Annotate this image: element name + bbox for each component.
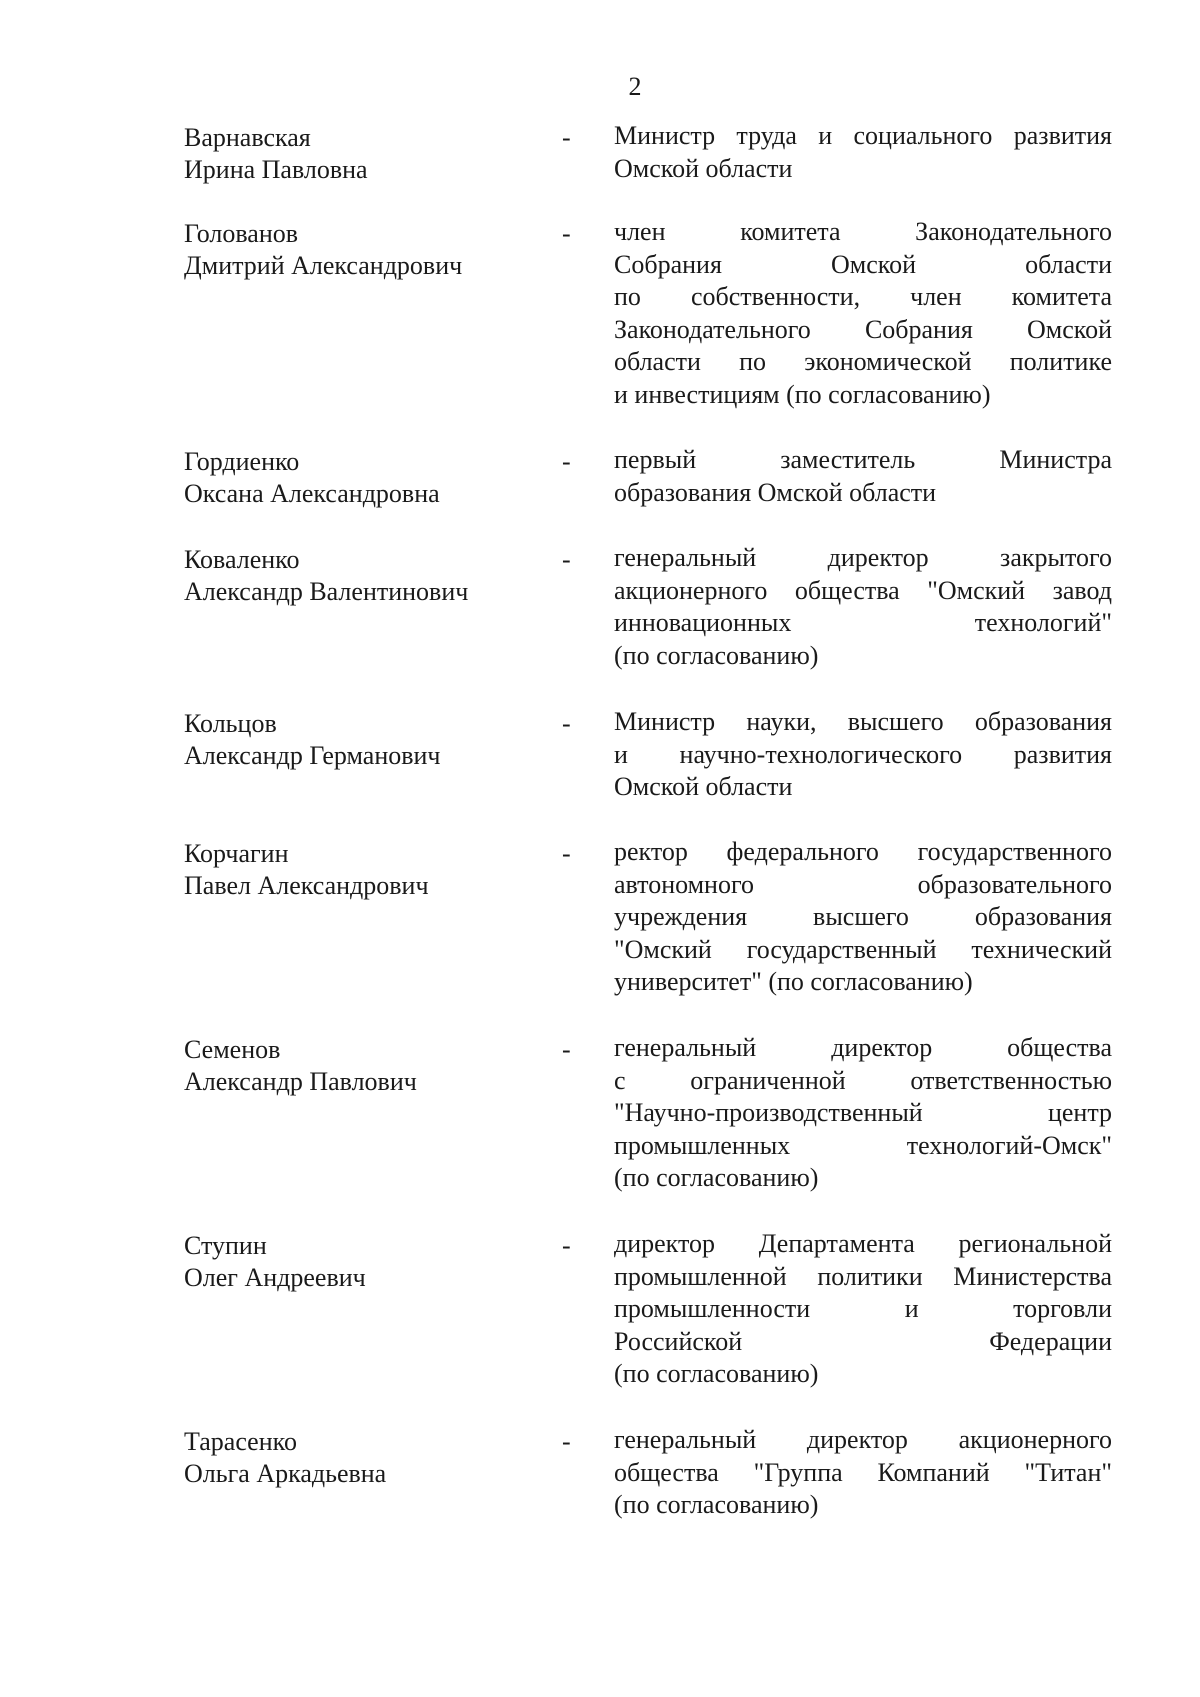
member-given-names: Ирина Павловна bbox=[184, 155, 368, 184]
member-given-names: Александр Валентинович bbox=[184, 577, 469, 606]
role-line: Российской Федерации bbox=[614, 1326, 1112, 1356]
member-name bbox=[184, 544, 564, 608]
role-line: (по согласованию) bbox=[614, 1163, 819, 1192]
member-role bbox=[614, 706, 1112, 804]
member-name bbox=[184, 1426, 564, 1490]
role-line: Омской области bbox=[614, 772, 793, 801]
member-role bbox=[614, 1228, 1112, 1391]
role-line: "Научно-производственный центр bbox=[614, 1098, 1112, 1127]
dash-separator: - bbox=[562, 545, 571, 574]
member-name bbox=[184, 708, 564, 772]
role-line: инновационных технологий" bbox=[614, 608, 1112, 637]
role-line: промышленности и торговли bbox=[614, 1294, 1112, 1323]
member-surname: Ступин bbox=[184, 1231, 267, 1260]
member-given-names: Ольга Аркадьевна bbox=[184, 1459, 387, 1488]
role-line: образования Омской области bbox=[614, 477, 937, 507]
member-role bbox=[614, 1424, 1112, 1522]
member-surname: Коваленко bbox=[184, 545, 300, 574]
role-line: ректор федерального государственного bbox=[614, 837, 1112, 866]
member-surname: Семенов bbox=[184, 1035, 281, 1064]
role-line: общества "Группа Компаний "Титан" bbox=[614, 1457, 1112, 1487]
member-role bbox=[614, 444, 1112, 509]
role-line: Собрания Омской области bbox=[614, 249, 1112, 279]
role-line: и инвестициям (по согласованию) bbox=[614, 379, 991, 409]
member-name bbox=[184, 122, 564, 186]
role-line: Министр труда и социального развития bbox=[614, 121, 1112, 150]
dash-separator: - bbox=[562, 123, 571, 152]
role-line: Омской области bbox=[614, 153, 793, 183]
member-name bbox=[184, 1230, 564, 1294]
member-surname: Голованов bbox=[184, 219, 299, 248]
role-line: автономного образовательного bbox=[614, 869, 1112, 899]
member-given-names: Олег Андреевич bbox=[184, 1263, 366, 1292]
role-line: промышленной политики Министерства bbox=[614, 1261, 1112, 1291]
role-line: университет" (по согласованию) bbox=[614, 967, 973, 996]
role-line: (по согласованию) bbox=[614, 640, 819, 670]
member-surname: Гордиенко bbox=[184, 447, 300, 476]
member-surname: Кольцов bbox=[184, 709, 277, 738]
role-line: акционерного общества "Омский завод bbox=[614, 575, 1112, 605]
role-line: генеральный директор общества bbox=[614, 1033, 1112, 1062]
role-line: директор Департамента региональной bbox=[614, 1229, 1112, 1258]
member-surname: Корчагин bbox=[184, 839, 289, 868]
dash-separator: - bbox=[562, 447, 571, 476]
role-line: Законодательного Собрания Омской bbox=[614, 314, 1112, 344]
member-role bbox=[614, 216, 1112, 411]
member-name bbox=[184, 838, 564, 902]
dash-separator: - bbox=[562, 709, 571, 738]
role-line: (по согласованию) bbox=[614, 1490, 819, 1519]
role-line: генеральный директор закрытого bbox=[614, 543, 1112, 572]
role-line: по собственности, член комитета bbox=[614, 282, 1112, 311]
dash-separator: - bbox=[562, 1427, 571, 1456]
role-line: промышленных технологий-Омск" bbox=[614, 1130, 1112, 1160]
role-line: генеральный директор акционерного bbox=[614, 1425, 1112, 1454]
member-role bbox=[614, 542, 1112, 672]
member-given-names: Александр Германович bbox=[184, 741, 441, 770]
member-role bbox=[614, 1032, 1112, 1195]
role-line: "Омский государственный технический bbox=[614, 934, 1112, 964]
dash-separator: - bbox=[562, 219, 571, 248]
member-name bbox=[184, 446, 564, 510]
role-line: учреждения высшего образования bbox=[614, 902, 1112, 931]
role-line: с ограниченной ответственностью bbox=[614, 1065, 1112, 1095]
member-role bbox=[614, 836, 1112, 999]
role-line: области по экономической политике bbox=[614, 347, 1112, 376]
role-line: член комитета Законодательного bbox=[614, 217, 1112, 246]
member-given-names: Павел Александрович bbox=[184, 871, 429, 900]
role-line: Министр науки, высшего образования bbox=[614, 707, 1112, 736]
dash-separator: - bbox=[562, 839, 571, 868]
member-surname: Варнавская bbox=[184, 123, 311, 152]
page-number: 2 bbox=[628, 72, 642, 101]
member-name bbox=[184, 1034, 564, 1098]
role-line: первый заместитель Министра bbox=[614, 445, 1112, 474]
member-role bbox=[614, 120, 1112, 185]
dash-separator: - bbox=[562, 1231, 571, 1260]
role-line: (по согласованию) bbox=[614, 1359, 819, 1388]
member-given-names: Александр Павлович bbox=[184, 1067, 417, 1096]
dash-separator: - bbox=[562, 1035, 571, 1064]
role-line: и научно-технологического развития bbox=[614, 739, 1112, 769]
member-surname: Тарасенко bbox=[184, 1427, 297, 1456]
member-name bbox=[184, 218, 564, 282]
member-given-names: Оксана Александровна bbox=[184, 479, 440, 508]
member-given-names: Дмитрий Александрович bbox=[184, 251, 463, 280]
